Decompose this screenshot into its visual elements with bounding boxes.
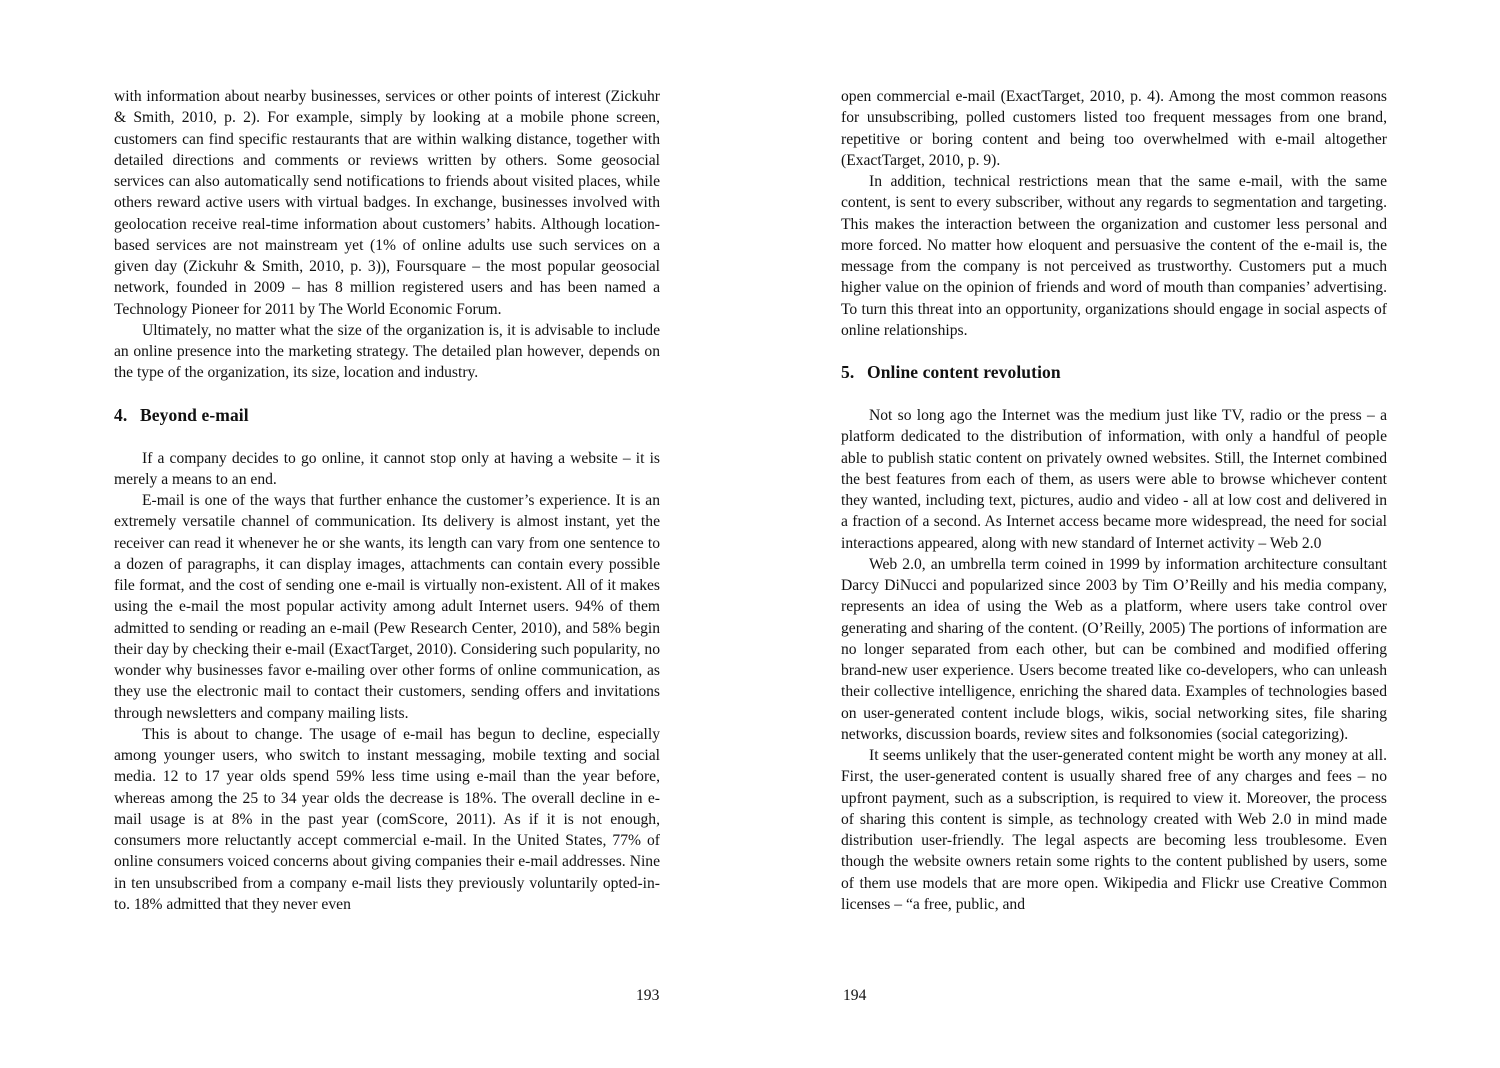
section-title: Online content revolution: [867, 362, 1061, 382]
paragraph: This is about to change. The usage of e-mail has begun to decline, especially among younger users, who switch to instant messaging, mobile texting and social media. 12 to 17 year olds spend 59% less time using e-mail than the year before, whereas among the 25 to 34 year olds the decrease is 18%. The overall decline in e-mail usage is at 8% in the past year (comScore, 2011). As if it is not enough, consumers more reluctantly accept commercial e-mail. In the United States, 77% of online consumers voiced concerns about giving companies their e-mail addresses. Nine in ten unsubscribed from a company e-mail lists they previously voluntarily opted-in-to. 18% admitted that they never even: [114, 725, 660, 913]
left-page-body: [114, 86, 660, 915]
right-page: [750, 0, 1500, 1068]
paragraph: with information about nearby businesses, services or other points of interest (Zickuhr & Smith, 2010, p. 2). For example, simply by looking at a mobile phone screen, customers can find specific restaurants that are within walking distance, together with detailed directions and comments or reviews written by others. Some geosocial services can also automatically send notifications to friends about visited places, while others reward active users with virtual badges. In exchange, businesses involved with geolocation receive real-time information about customers’ habits. Although location-based services are not mainstream yet (1% of online adults use such services on a given day (Zickuhr & Smith, 2010, p. 3)), Foursquare – the most popular geosocial network, founded in 2009 – has 8 million registered users and has been named a Technology Pioneer for 2011 by The World Economic Forum.: [114, 88, 660, 318]
paragraph: E-mail is one of the ways that further enhance the customer’s experience. It is an extremely versatile channel of communication. Its delivery is almost instant, yet the receiver can read it whenever he or she wants, its length can vary from one sentence to a dozen of paragraphs, it can display images, attachments can contain every possible file format, and the cost of sending one e-mail is virtually non-existent. All of it makes using the e-mail the most popular activity among adult Internet users. 94% of them admitted to sending or reading an e-mail (Pew Research Center, 2010), and 58% begin their day by checking their e-mail (ExactTarget, 2010). Considering such popularity, no wonder why businesses favor e-mailing over other forms of online communication, as they use the electronic mail to contact their customers, sending offers and invitations through newsletters and company mailing lists.: [114, 492, 660, 722]
paragraph: Ultimately, no matter what the size of the organization is, it is advisable to include an online presence into the marketing strategy. The detailed plan however, depends on the type of the organization, its size, location and industry.: [114, 321, 660, 382]
paragraph: It seems unlikely that the user-generated content might be worth any money at all. First, the user-generated content is usually shared free of any charges and fees – no upfront payment, such as a subscription, is required to view it. Moreover, the process of sharing this content is simple, as technology created with Web 2.0 in mind made distribution user-friendly. The legal aspects are becoming less troublesome. Even though the website owners retain some rights to the content published by users, some of them use models that are more open. Wikipedia and Flickr use Creative Common licenses – “a free, public, and: [841, 747, 1387, 913]
paragraph: In addition, technical restrictions mean that the same e-mail, with the same content, is sent to every subscriber, without any regards to segmentation and targeting. This makes the interaction between the organization and customer less personal and more forced. No matter how eloquent and persuasive the content of the e-mail is, the message from the company is not perceived as trustworthy. Customers put a much higher value on the opinion of friends and word of mouth than companies’ advertising. To turn this threat into an opportunity, organizations should engage in social aspects of online relationships.: [841, 173, 1387, 339]
paragraph: Web 2.0, an umbrella term coined in 1999 by information architecture consultant Darcy DiNucci and popularized since 2003 by Tim O’Reilly and his media company, represents an idea of using the Web as a platform, where users take control over generating and sharing of the content. (O’Reilly, 2005) The portions of information are no longer separated from each other, but can be combined and modified offering brand-new user experience. Users become treated like co-developers, who can unleash their collective intelligence, enriching the shared data. Examples of technologies based on user-generated content include blogs, wikis, social networking sites, file sharing networks, discussion boards, review sites and folksonomies (social categorizing).: [841, 555, 1387, 743]
right-page-body: [841, 86, 1387, 915]
page-number: 193: [636, 987, 660, 1004]
paragraph: open commercial e-mail (ExactTarget, 2010, p. 4). Among the most common reasons for unsubscribing, polled customers listed too frequent messages from one brand, repetitive or boring content and being too overwhelmed with e-mail altogether (ExactTarget, 2010, p. 9).: [841, 88, 1387, 169]
section-number: 5.: [841, 362, 855, 382]
paragraph: If a company decides to go online, it cannot stop only at having a website – it is merely a means to an end.: [114, 449, 660, 488]
section-heading: [841, 361, 1387, 383]
section-number: 4.: [114, 404, 128, 425]
section-heading: [114, 404, 660, 426]
page-number: 194: [843, 987, 867, 1004]
paragraph: Not so long ago the Internet was the medium just like TV, radio or the press – a platform dedicated to the distribution of information, with only a handful of people able to publish static content on privately owned websites. Still, the Internet combined the best features from each of them, as users were able to browse whichever content they wanted, including text, pictures, audio and video - all at low cost and delivered in a fraction of a second. As Internet access became more widespread, the need for social interactions appeared, along with new standard of Internet activity – Web 2.0: [841, 407, 1387, 552]
section-title: Beyond e-mail: [140, 404, 249, 425]
